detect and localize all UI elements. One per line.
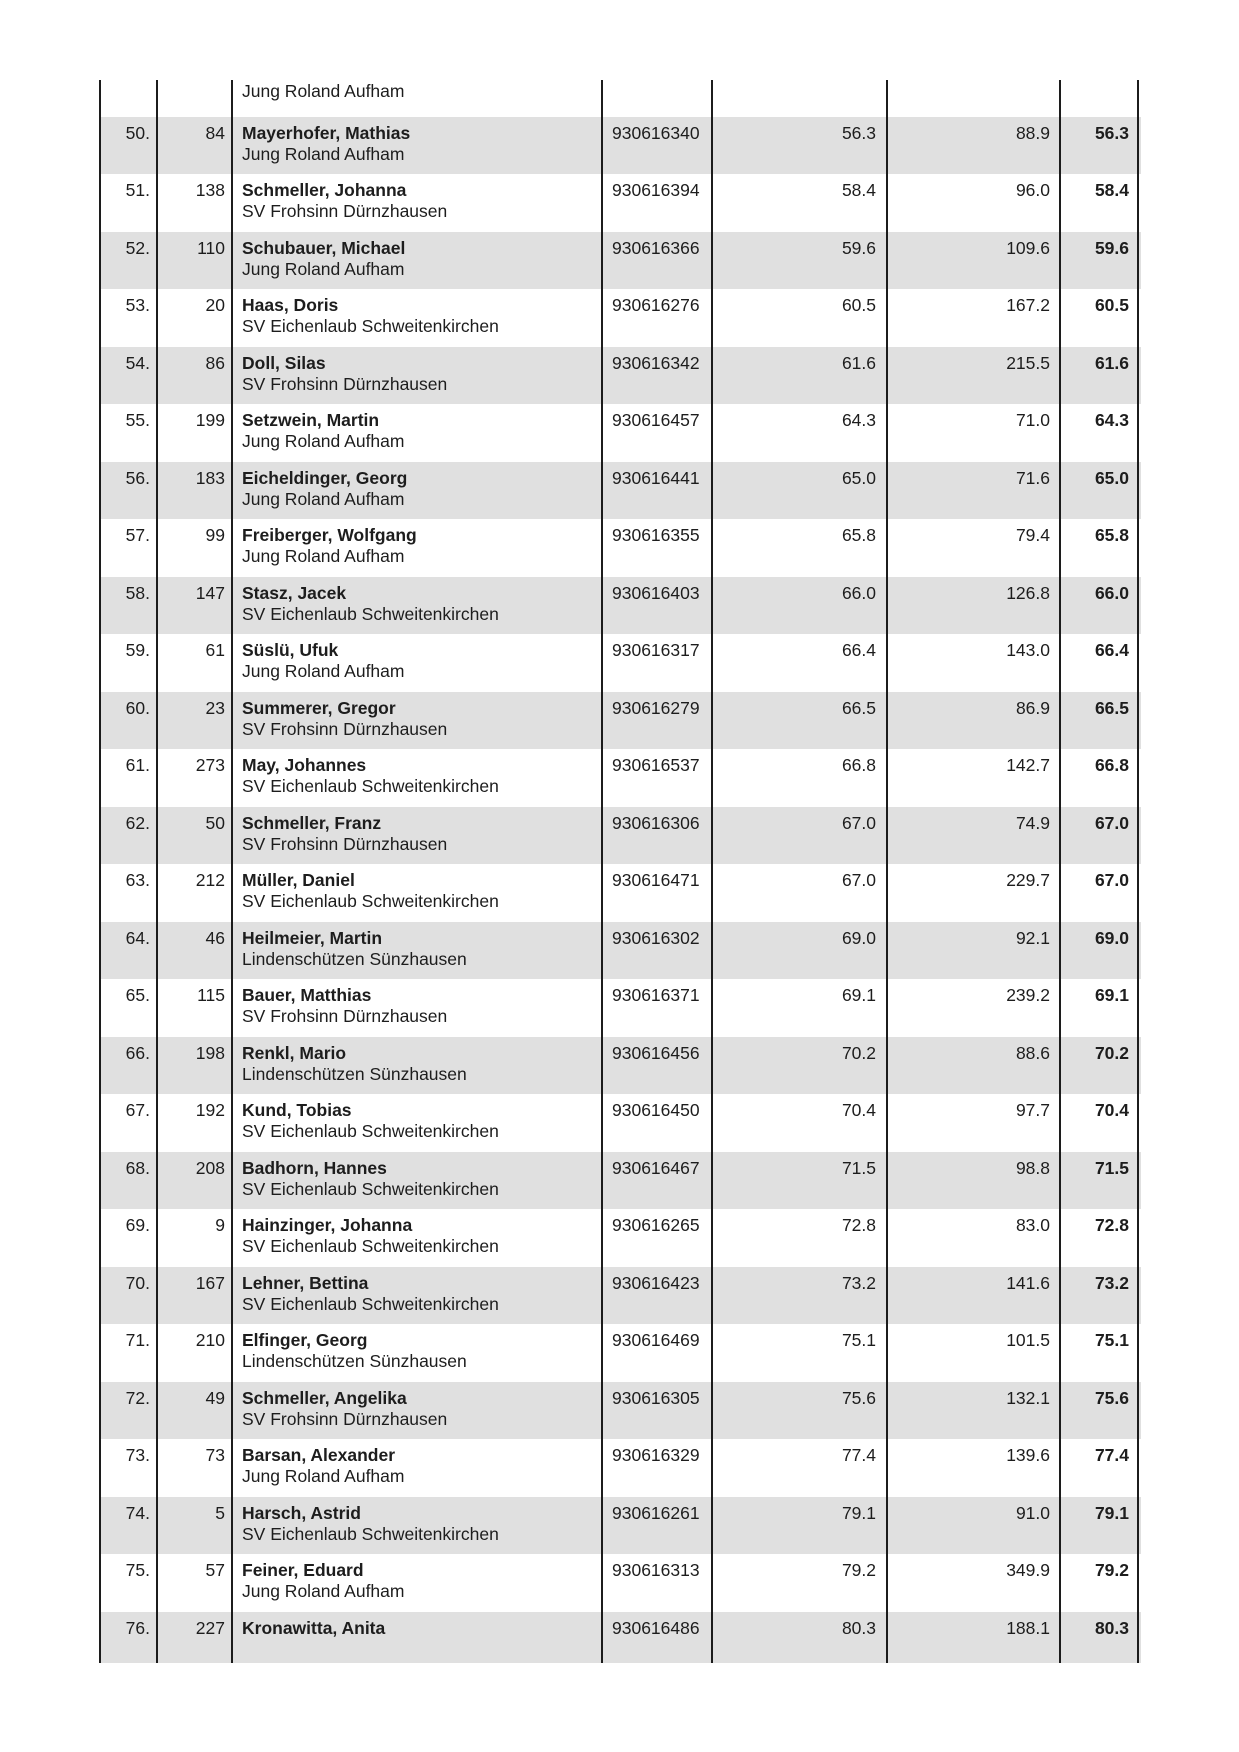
table-row [101,404,1141,462]
table-row [101,117,1141,175]
shooter-name: Harsch, Astrid [242,1502,361,1523]
final-score-cell: 71.5 [1061,1152,1139,1210]
shooter-name: Barsan, Alexander [242,1445,396,1465]
shooter-name: Müller, Daniel [242,870,355,890]
start-number-cell: 61 [158,634,233,692]
results-table [99,80,1141,1663]
name-club-cell [233,289,603,347]
start-number-cell: 147 [158,577,233,635]
name-club-cell [233,1554,603,1612]
club-name: SV Frohsinn Dürnzhausen [242,1408,448,1429]
rank-cell: 61. [101,749,158,807]
club-name: SV Eichenlaub Schweitenkirchen [242,1121,499,1141]
final-score-cell: 59.6 [1061,232,1139,290]
table-row [101,1324,1141,1382]
score1-cell: 60.5 [713,289,888,347]
shooter-name: Haas, Doris [242,295,339,315]
start-number-cell: 5 [158,1497,233,1555]
rank-cell: 51. [101,174,158,232]
final-score-cell: 56.3 [1061,117,1139,175]
table-row [101,1209,1141,1267]
rank-cell: 57. [101,519,158,577]
table-row [101,232,1141,290]
rank-cell: 74. [101,1497,158,1555]
name-club-cell [233,1382,603,1440]
rank-cell: 60. [101,692,158,750]
start-number-cell: 84 [158,117,233,175]
rank-cell: 66. [101,1037,158,1095]
score2-cell: 101.5 [888,1324,1061,1382]
shooter-name: Schubauer, Michael [242,237,406,258]
score1-cell: 65.8 [713,519,888,577]
score2-cell: 88.6 [888,1037,1061,1095]
score2-cell [888,80,1061,117]
name-club-cell [233,80,603,117]
score1-cell: 66.8 [713,749,888,807]
id-cell: 930616265 [603,1209,713,1267]
score1-cell: 61.6 [713,347,888,405]
club-name: Jung Roland Aufham [242,431,405,451]
start-number-cell: 138 [158,174,233,232]
table-row [101,1382,1141,1440]
table-row [101,1497,1141,1555]
score1-cell: 64.3 [713,404,888,462]
name-club-cell [233,1439,603,1497]
final-score-cell: 80.3 [1061,1612,1139,1663]
score2-cell: 167.2 [888,289,1061,347]
start-number-cell: 57 [158,1554,233,1612]
club-name: SV Eichenlaub Schweitenkirchen [242,316,499,336]
score2-cell: 71.6 [888,462,1061,520]
score1-cell: 70.4 [713,1094,888,1152]
rank-cell: 62. [101,807,158,865]
score2-cell: 349.9 [888,1554,1061,1612]
name-club-cell [233,864,603,922]
final-score-cell: 79.1 [1061,1497,1139,1555]
start-number-cell: 167 [158,1267,233,1325]
table-row [101,1612,1141,1663]
id-cell: 930616457 [603,404,713,462]
club-name: SV Eichenlaub Schweitenkirchen [242,1523,499,1544]
start-number-cell: 199 [158,404,233,462]
start-number-cell: 50 [158,807,233,865]
score1-cell: 66.4 [713,634,888,692]
club-name: Jung Roland Aufham [242,546,405,566]
table-row [101,634,1141,692]
score2-cell: 86.9 [888,692,1061,750]
score1-cell: 69.0 [713,922,888,980]
score1-cell: 77.4 [713,1439,888,1497]
score2-cell: 143.0 [888,634,1061,692]
shooter-name: Elfinger, Georg [242,1330,368,1350]
start-number-cell: 212 [158,864,233,922]
score1-cell: 72.8 [713,1209,888,1267]
name-club-cell [233,577,603,635]
club-name: SV Eichenlaub Schweitenkirchen [242,1293,499,1314]
id-cell: 930616355 [603,519,713,577]
final-score-cell: 75.1 [1061,1324,1139,1382]
shooter-name: Eicheldinger, Georg [242,467,408,488]
id-cell: 930616276 [603,289,713,347]
club-name: SV Frohsinn Dürnzhausen [242,1006,448,1026]
shooter-name: Schmeller, Johanna [242,180,407,200]
start-number-cell: 46 [158,922,233,980]
start-number-cell: 9 [158,1209,233,1267]
id-cell: 930616366 [603,232,713,290]
rank-cell: 67. [101,1094,158,1152]
name-club-cell [233,1324,603,1382]
final-score-cell: 70.4 [1061,1094,1139,1152]
shooter-name: Heilmeier, Martin [242,927,383,948]
score2-cell: 139.6 [888,1439,1061,1497]
score2-cell: 229.7 [888,864,1061,922]
final-score-cell: 66.4 [1061,634,1139,692]
rank-cell: 68. [101,1152,158,1210]
final-score-cell: 77.4 [1061,1439,1139,1497]
final-score-cell: 72.8 [1061,1209,1139,1267]
club-name: Jung Roland Aufham [242,1581,405,1601]
final-score-cell: 58.4 [1061,174,1139,232]
id-cell: 930616423 [603,1267,713,1325]
score2-cell: 91.0 [888,1497,1061,1555]
club-name: SV Frohsinn Dürnzhausen [242,373,448,394]
final-score-cell: 66.8 [1061,749,1139,807]
score2-cell: 92.1 [888,922,1061,980]
name-club-cell [233,519,603,577]
shooter-name: Hainzinger, Johanna [242,1215,413,1235]
start-number-cell: 208 [158,1152,233,1210]
name-club-cell [233,1152,603,1210]
club-name: Lindenschützen Sünzhausen [242,1063,467,1084]
score1-cell: 58.4 [713,174,888,232]
score2-cell: 74.9 [888,807,1061,865]
name-club-cell [233,692,603,750]
score2-cell: 109.6 [888,232,1061,290]
final-score-cell: 69.1 [1061,979,1139,1037]
shooter-name: Schmeller, Franz [242,812,382,833]
rank-cell: 69. [101,1209,158,1267]
shooter-name: Bauer, Matthias [242,985,372,1005]
shooter-name: Setzwein, Martin [242,410,380,430]
score1-cell: 70.2 [713,1037,888,1095]
table-row [101,749,1141,807]
id-cell: 930616450 [603,1094,713,1152]
name-club-cell [233,1267,603,1325]
club-name: Jung Roland Aufham [242,488,405,509]
name-club-cell [233,634,603,692]
id-cell: 930616456 [603,1037,713,1095]
final-score-cell: 66.0 [1061,577,1139,635]
id-cell: 930616486 [603,1612,713,1663]
score1-cell: 79.1 [713,1497,888,1555]
id-cell: 930616306 [603,807,713,865]
rank-cell: 65. [101,979,158,1037]
score1-cell: 66.5 [713,692,888,750]
rank-cell: 75. [101,1554,158,1612]
name-club-cell [233,749,603,807]
id-cell [603,80,713,117]
rank-cell: 58. [101,577,158,635]
club-name: Jung Roland Aufham [242,258,405,279]
start-number-cell: 273 [158,749,233,807]
rank-cell [101,80,158,117]
score2-cell: 239.2 [888,979,1061,1037]
table-row [101,462,1141,520]
shooter-name: Doll, Silas [242,352,326,373]
id-cell: 930616279 [603,692,713,750]
id-cell: 930616371 [603,979,713,1037]
table-row [101,1152,1141,1210]
score2-cell: 98.8 [888,1152,1061,1210]
table-row [101,289,1141,347]
rank-cell: 53. [101,289,158,347]
rank-cell: 52. [101,232,158,290]
club-name: Lindenschützen Sünzhausen [242,1351,467,1371]
table-row-partial [101,80,1141,117]
club-name: SV Frohsinn Dürnzhausen [242,833,448,854]
id-cell: 930616313 [603,1554,713,1612]
id-cell: 930616305 [603,1382,713,1440]
start-number-cell: 86 [158,347,233,405]
rank-cell: 64. [101,922,158,980]
name-club-cell [233,1612,603,1663]
rank-cell: 63. [101,864,158,922]
shooter-name: Kronawitta, Anita [242,1617,386,1638]
score2-cell: 83.0 [888,1209,1061,1267]
final-score-cell: 61.6 [1061,347,1139,405]
final-score-cell: 65.8 [1061,519,1139,577]
final-score-cell: 60.5 [1061,289,1139,347]
shooter-name: Freiberger, Wolfgang [242,525,417,545]
start-number-cell: 99 [158,519,233,577]
table-row [101,1554,1141,1612]
start-number-cell: 115 [158,979,233,1037]
table-row [101,174,1141,232]
name-club-cell [233,1209,603,1267]
name-club-cell [233,404,603,462]
rank-cell: 73. [101,1439,158,1497]
club-name: SV Eichenlaub Schweitenkirchen [242,1236,499,1256]
final-score-cell: 70.2 [1061,1037,1139,1095]
final-score-cell: 75.6 [1061,1382,1139,1440]
score2-cell: 88.9 [888,117,1061,175]
score1-cell: 69.1 [713,979,888,1037]
final-score-cell: 79.2 [1061,1554,1139,1612]
start-number-cell: 183 [158,462,233,520]
final-score-cell: 67.0 [1061,864,1139,922]
club-name: Jung Roland Aufham [242,1466,405,1486]
score2-cell: 126.8 [888,577,1061,635]
id-cell: 930616441 [603,462,713,520]
id-cell: 930616329 [603,1439,713,1497]
club-name: SV Eichenlaub Schweitenkirchen [242,891,499,911]
name-club-cell [233,117,603,175]
start-number-cell: 49 [158,1382,233,1440]
start-number-cell: 227 [158,1612,233,1663]
club-name: SV Eichenlaub Schweitenkirchen [242,776,499,796]
table-row [101,807,1141,865]
score2-cell: 132.1 [888,1382,1061,1440]
table-row [101,1267,1141,1325]
id-cell: 930616469 [603,1324,713,1382]
table-row [101,979,1141,1037]
club-name: SV Frohsinn Dürnzhausen [242,718,448,739]
id-cell: 930616317 [603,634,713,692]
score1-cell: 75.1 [713,1324,888,1382]
rank-cell: 71. [101,1324,158,1382]
rank-cell: 55. [101,404,158,462]
score1-cell: 65.0 [713,462,888,520]
table-row [101,922,1141,980]
table-row [101,864,1141,922]
club-name: SV Frohsinn Dürnzhausen [242,201,448,221]
score1-cell: 80.3 [713,1612,888,1663]
name-club-cell [233,462,603,520]
shooter-name: Lehner, Bettina [242,1272,369,1293]
name-club-cell [233,807,603,865]
id-cell: 930616261 [603,1497,713,1555]
score1-cell [713,80,888,117]
club-name: SV Eichenlaub Schweitenkirchen [242,1178,499,1199]
final-score-cell: 67.0 [1061,807,1139,865]
score2-cell: 188.1 [888,1612,1061,1663]
rank-cell: 56. [101,462,158,520]
score1-cell: 66.0 [713,577,888,635]
club-name: Jung Roland Aufham [242,81,405,101]
score2-cell: 215.5 [888,347,1061,405]
id-cell: 930616340 [603,117,713,175]
score1-cell: 59.6 [713,232,888,290]
club-name: Lindenschützen Sünzhausen [242,948,467,969]
rank-cell: 76. [101,1612,158,1663]
score1-cell: 75.6 [713,1382,888,1440]
table-row [101,347,1141,405]
final-score-cell: 64.3 [1061,404,1139,462]
name-club-cell [233,232,603,290]
club-name: Jung Roland Aufham [242,143,405,164]
shooter-name: Mayerhofer, Mathias [242,122,411,143]
start-number-cell: 210 [158,1324,233,1382]
start-number-cell: 23 [158,692,233,750]
score2-cell: 71.0 [888,404,1061,462]
shooter-name: Kund, Tobias [242,1100,352,1120]
score1-cell: 67.0 [713,864,888,922]
name-club-cell [233,979,603,1037]
name-club-cell [233,347,603,405]
name-club-cell [233,1037,603,1095]
shooter-name: Süslü, Ufuk [242,640,339,660]
id-cell: 930616342 [603,347,713,405]
score1-cell: 79.2 [713,1554,888,1612]
score2-cell: 97.7 [888,1094,1061,1152]
club-name: Jung Roland Aufham [242,661,405,681]
start-number-cell: 20 [158,289,233,347]
start-number-cell: 198 [158,1037,233,1095]
shooter-name: May, Johannes [242,755,367,775]
score2-cell: 142.7 [888,749,1061,807]
id-cell: 930616537 [603,749,713,807]
shooter-name: Feiner, Eduard [242,1560,364,1580]
name-club-cell [233,1094,603,1152]
final-score-cell: 66.5 [1061,692,1139,750]
score1-cell: 71.5 [713,1152,888,1210]
table-row [101,1439,1141,1497]
table-row [101,519,1141,577]
name-club-cell [233,174,603,232]
table-row [101,577,1141,635]
start-number-cell: 73 [158,1439,233,1497]
club-name: SV Eichenlaub Schweitenkirchen [242,603,499,624]
score1-cell: 67.0 [713,807,888,865]
id-cell: 930616403 [603,577,713,635]
rank-cell: 72. [101,1382,158,1440]
table-row [101,1094,1141,1152]
score2-cell: 79.4 [888,519,1061,577]
name-club-cell [233,1497,603,1555]
start-number-cell [158,80,233,117]
name-club-cell [233,922,603,980]
shooter-name: Badhorn, Hannes [242,1157,387,1178]
shooter-name: Schmeller, Angelika [242,1387,407,1408]
final-score-cell: 65.0 [1061,462,1139,520]
start-number-cell: 192 [158,1094,233,1152]
score1-cell: 73.2 [713,1267,888,1325]
start-number-cell: 110 [158,232,233,290]
shooter-name: Summerer, Gregor [242,697,396,718]
rank-cell: 54. [101,347,158,405]
rank-cell: 59. [101,634,158,692]
rank-cell: 70. [101,1267,158,1325]
table-row [101,692,1141,750]
final-score-cell: 73.2 [1061,1267,1139,1325]
rank-cell: 50. [101,117,158,175]
id-cell: 930616471 [603,864,713,922]
score1-cell: 56.3 [713,117,888,175]
final-score-cell [1061,80,1139,117]
id-cell: 930616394 [603,174,713,232]
table-row [101,1037,1141,1095]
id-cell: 930616467 [603,1152,713,1210]
id-cell: 930616302 [603,922,713,980]
shooter-name: Renkl, Mario [242,1042,347,1063]
score2-cell: 96.0 [888,174,1061,232]
shooter-name: Stasz, Jacek [242,582,347,603]
final-score-cell: 69.0 [1061,922,1139,980]
score2-cell: 141.6 [888,1267,1061,1325]
